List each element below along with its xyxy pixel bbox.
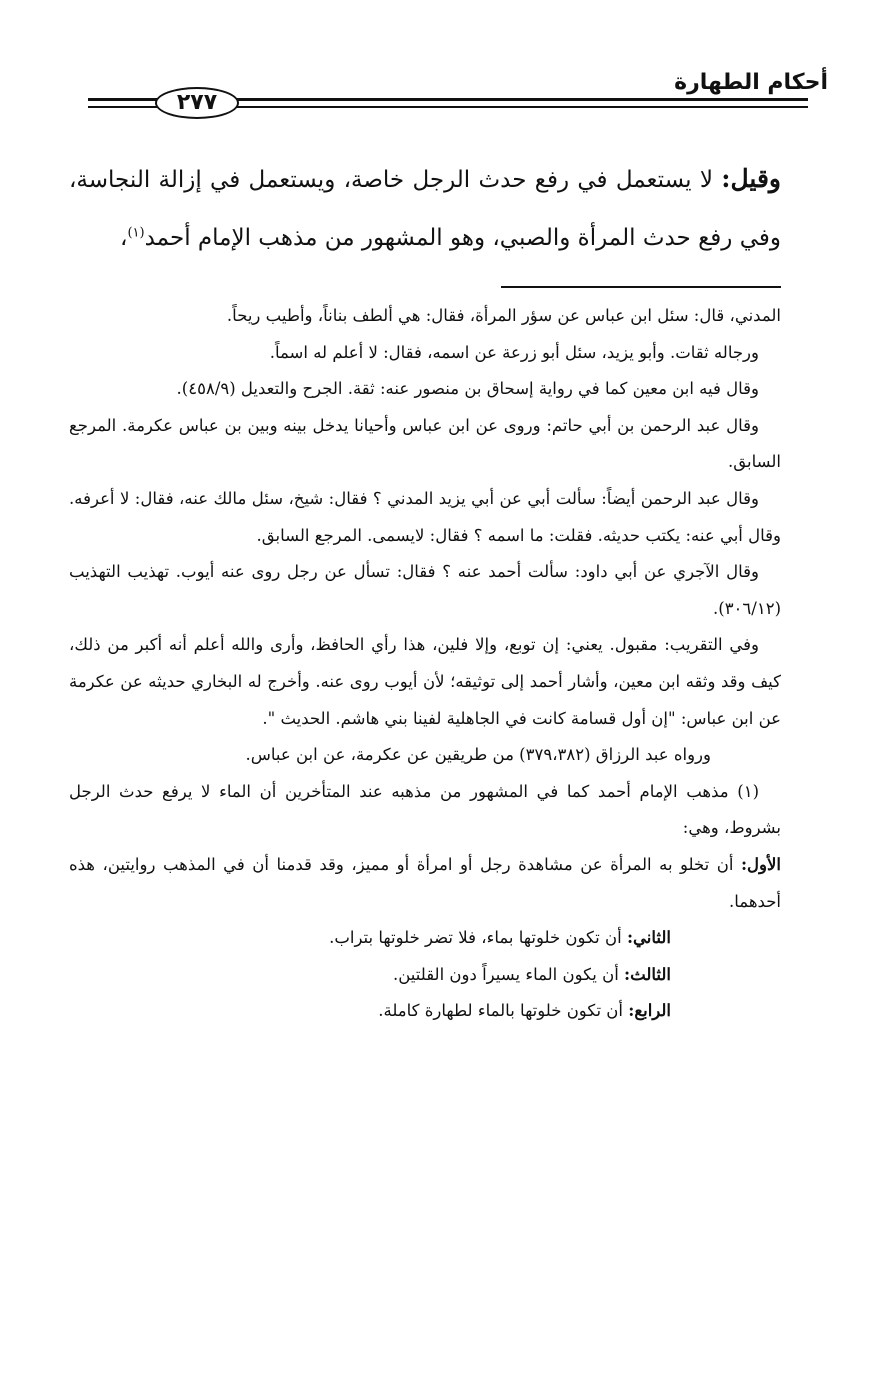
condition-label: الثالث:: [624, 964, 671, 984]
footnote-ref[interactable]: (١): [127, 225, 145, 241]
main-trailing: ،: [120, 225, 128, 251]
condition-text: أن تكون خلوتها بماء، فلا تضر خلوتها بتراب.: [329, 928, 627, 948]
condition-item: [69, 920, 781, 957]
footnote-paragraph: المدني، قال: سئل ابن عباس عن سؤر المرأة، فقال: هي ألطف بناناً، وأطيب ريحاً.: [226, 306, 781, 325]
condition-label: الثاني:: [626, 928, 671, 948]
lead-word: وقيل:: [721, 164, 781, 193]
footnote-separator: [501, 286, 781, 288]
condition-label: الرابع:: [628, 1001, 671, 1021]
page-number: ٢٧٧: [155, 87, 239, 119]
condition-item: [69, 957, 781, 994]
footnote-paragraph: وفي التقريب: مقبول. يعني: إن توبع، وإلا فلين، هذا رأي الحافظ، وأرى والله أعلم أنه أكبر من ذلك، كيف وقد وثقه ابن معين، وأشار أحمد إلى توثيقه؛ لأن أيوب روى عنه. وأخرج له البخاري حديثه عن عكرمة عن ابن عباس: "إن أول قسامة كانت في الجاهلية لفينا بني هاشم. الحديث ".: [69, 635, 781, 728]
condition-label: الأول:: [740, 854, 781, 874]
footnote-paragraph: وقال الآجري عن أبي داود: سألت أحمد عنه ؟ فقال: تسأل عن رجل روى عنه أيوب. تهذيب التهذيب (٣٠٦/١٢).: [69, 562, 781, 618]
footnote-paragraph: [69, 774, 781, 847]
footnote-paragraph: وقال فيه ابن معين كما في رواية إسحاق بن منصور عنه: ثقة. الجرح والتعديل (٤٥٨/٩).: [176, 379, 759, 399]
footnote-paragraph: ورجاله ثقات. وأبو يزيد، سئل أبو زرعة عن اسمه، فقال: لا أعلم له اسماً.: [269, 342, 759, 362]
main-sentence: لا يستعمل في رفع حدث الرجل خاصة، ويستعمل في إزالة النجاسة، وفي رفع حدث المرأة والصبي، وهو المشهور من مذهب الإمام أحمد: [69, 167, 781, 251]
condition-item: [69, 993, 781, 1030]
footnote-text: مذهب الإمام أحمد كما في المشهور من مذهبه عند المتأخرين أن الماء لا يرفع حدث الرجل بشروط، وهي:: [69, 781, 781, 838]
footnote-paragraph: ورواه عبد الرزاق (٣٧٩،٣٨٢) من طريقين عن عكرمة، عن ابن عباس.: [245, 745, 711, 765]
running-header-title: أحكام الطهارة: [674, 70, 828, 95]
footnote-paragraph: وقال عبد الرحمن أيضاً: سألت أبي عن أبي يزيد المدني ؟ فقال: شيخ، سئل مالك عنه، فقال: لا أعرفه. وقال أبي عنه: يكتب حديثه. فقلت: ما اسمه ؟ فقال: لايسمى. المرجع السابق.: [69, 488, 781, 545]
footnote-paragraph: وقال عبد الرحمن بن أبي حاتم: وروى عن ابن عباس وأحيانا يدخل بينه وبين بن عباس عكرمة. المرجع السابق.: [69, 415, 781, 472]
condition-text: أن تكون خلوتها بالماء لطهارة كاملة.: [378, 1001, 629, 1021]
condition-item: [69, 847, 781, 920]
main-text: [69, 150, 781, 267]
condition-text: أن تخلو به المرأة عن مشاهدة رجل أو امرأة أو مميز، وقد قدمنا أن في المذهب روايتين، هذه أحدهما.: [69, 854, 781, 911]
footnotes: [69, 298, 781, 1030]
main-paragraph: [69, 150, 781, 267]
condition-text: أن يكون الماء يسيراً دون القلتين.: [392, 964, 625, 984]
footnote-number: (١): [737, 781, 759, 801]
